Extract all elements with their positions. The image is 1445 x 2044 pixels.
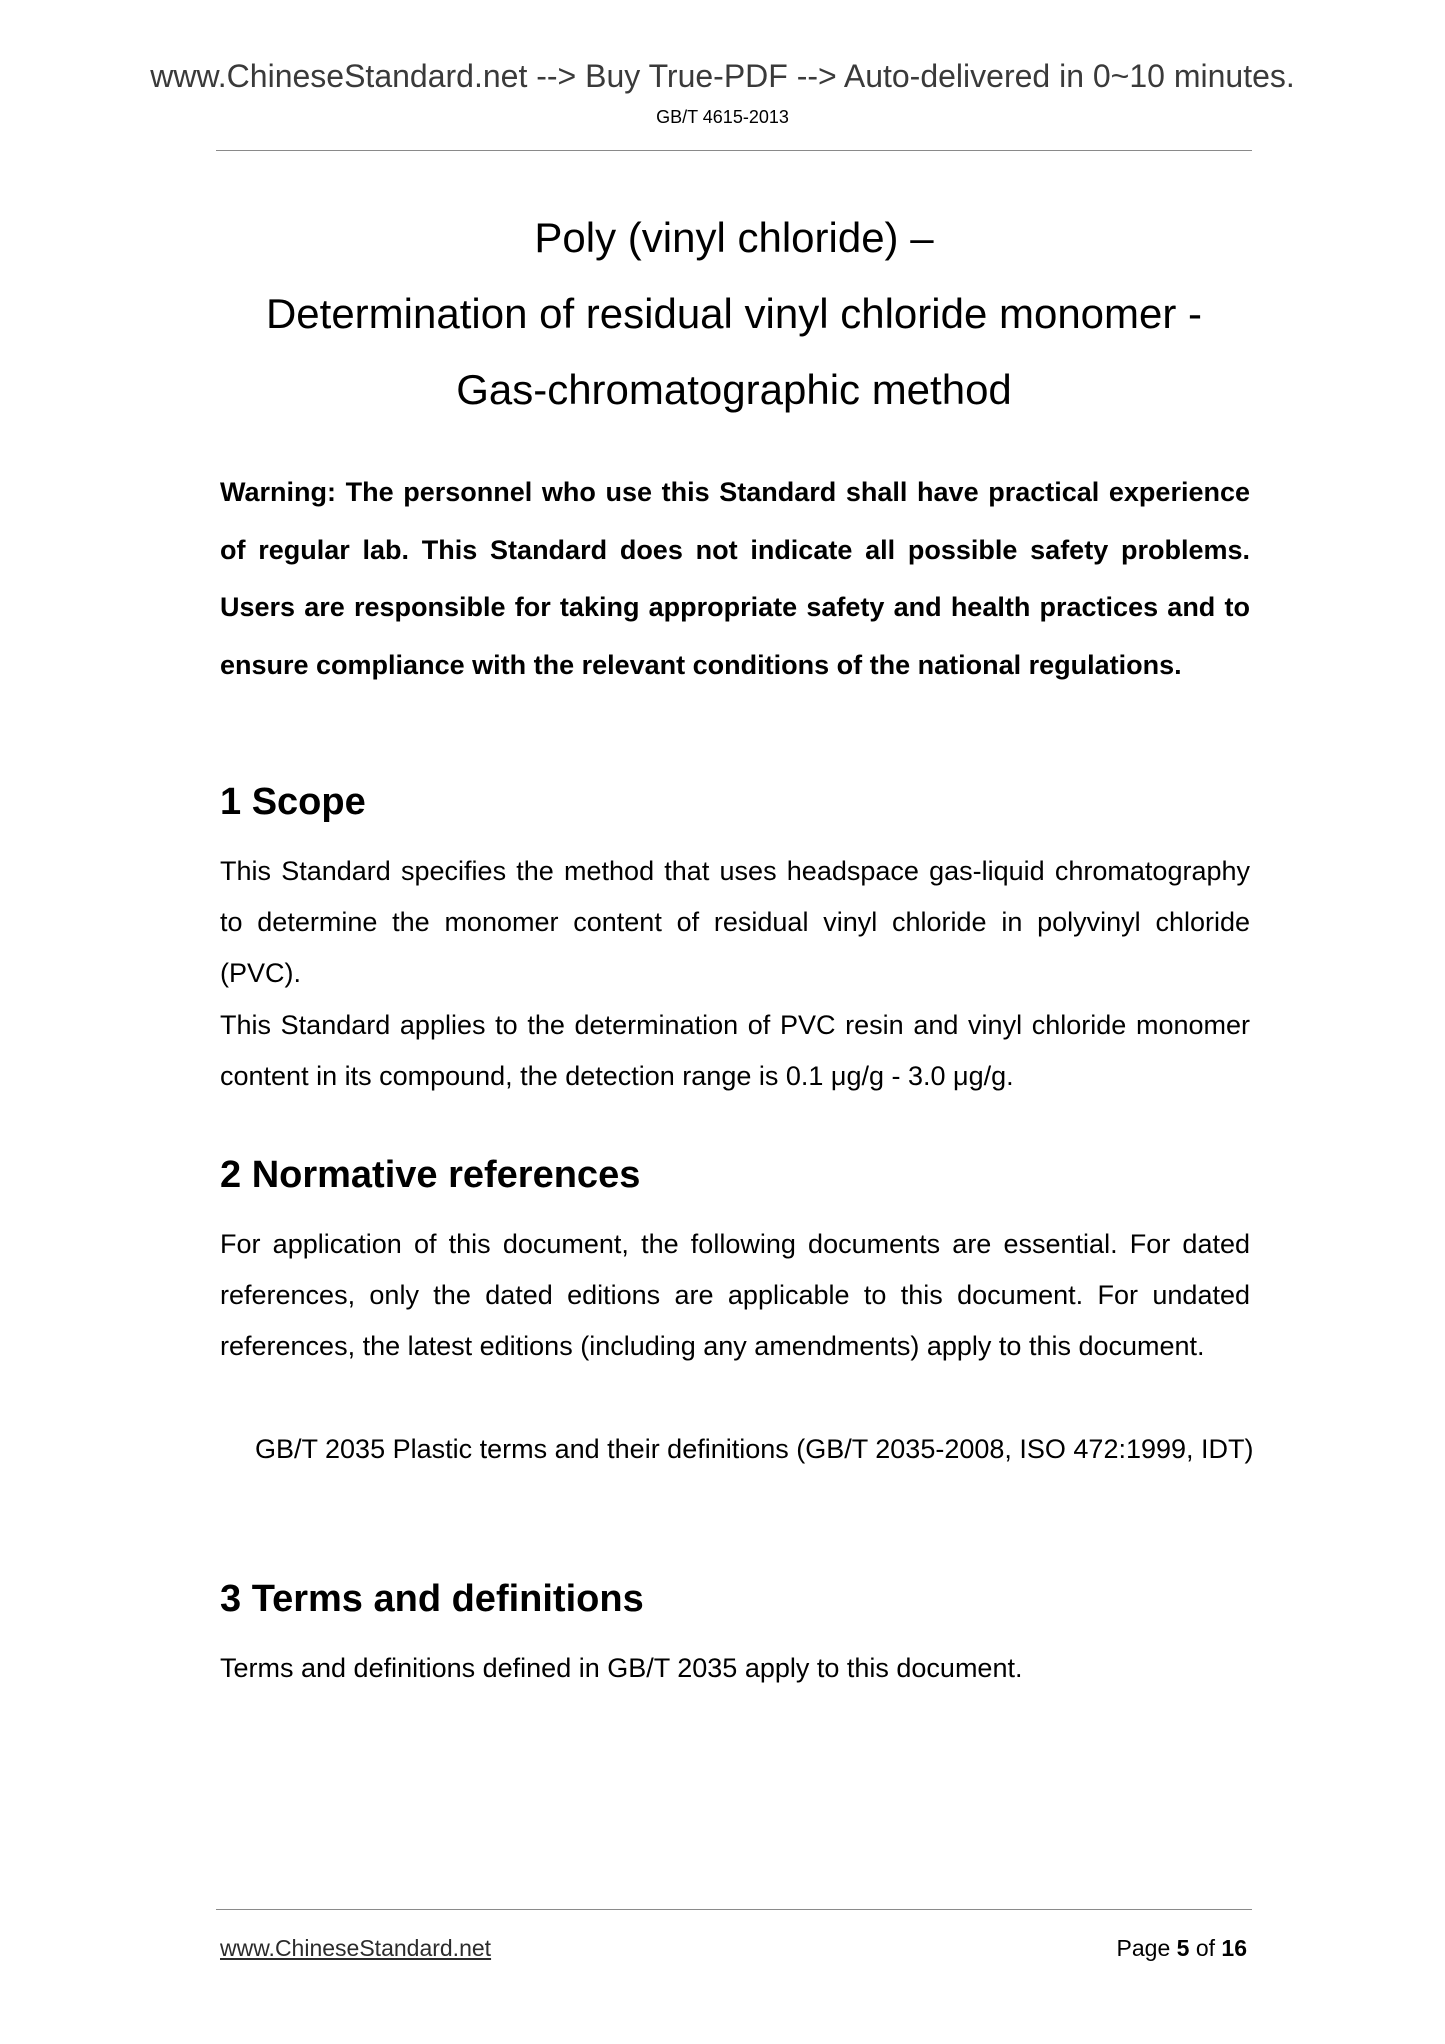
section-heading-terms-definitions: 3 Terms and definitions xyxy=(220,1578,644,1620)
title-line-3: Gas-chromatographic method xyxy=(456,366,1012,413)
warning-text: Warning: The personnel who use this Standard shall have practical experience of regular lab. This Standard does not indicate all possible safety problems. Users are responsible for taking appropriate safety and health practices and to ensure compliance with the relevant conditions of the national regulations. xyxy=(220,477,1250,680)
page-total: 16 xyxy=(1221,1935,1247,1961)
page-number xyxy=(1117,1935,1247,1962)
terms-definitions-paragraph: Terms and definitions defined in GB/T 2035 apply to this document. xyxy=(220,1653,1023,1683)
section-heading-normative-references: 2 Normative references xyxy=(220,1154,641,1196)
section-heading-scope: 1 Scope xyxy=(220,781,366,823)
header-banner: www.ChineseStandard.net --> Buy True-PDF --> Auto-delivered in 0~10 minutes. xyxy=(150,58,1295,94)
page-current: 5 xyxy=(1176,1935,1190,1961)
title-line-1: Poly (vinyl chloride) – xyxy=(534,214,934,261)
header-divider xyxy=(216,150,1252,151)
reference-item: GB/T 2035 Plastic terms and their definitions (GB/T 2035-2008, ISO 472:1999, IDT) xyxy=(255,1434,1254,1464)
scope-paragraph-2: This Standard applies to the determination of PVC resin and vinyl chloride monomer content in its compound, the detection range is 0.1 μg/g - 3.0 μg/g. xyxy=(220,1010,1250,1091)
footer-website-link[interactable]: www.ChineseStandard.net xyxy=(220,1935,492,1961)
standard-code: GB/T 4615-2013 xyxy=(656,107,789,127)
footer-divider xyxy=(216,1909,1252,1910)
page-prefix: Page xyxy=(1116,1935,1177,1961)
scope-paragraph-1: This Standard specifies the method that uses headspace gas-liquid chromatography to determine the monomer content of residual vinyl chloride in polyvinyl chloride (PVC). xyxy=(220,856,1250,988)
title-line-2: Determination of residual vinyl chloride monomer - xyxy=(265,290,1203,337)
page-of: of xyxy=(1189,1935,1222,1961)
normative-references-paragraph: For application of this document, the following documents are essential. For dated references, only the dated editions are applicable to this document. For undated references, the latest editions (including any amendments) apply to this document. xyxy=(220,1229,1250,1361)
document-title xyxy=(216,200,1252,428)
